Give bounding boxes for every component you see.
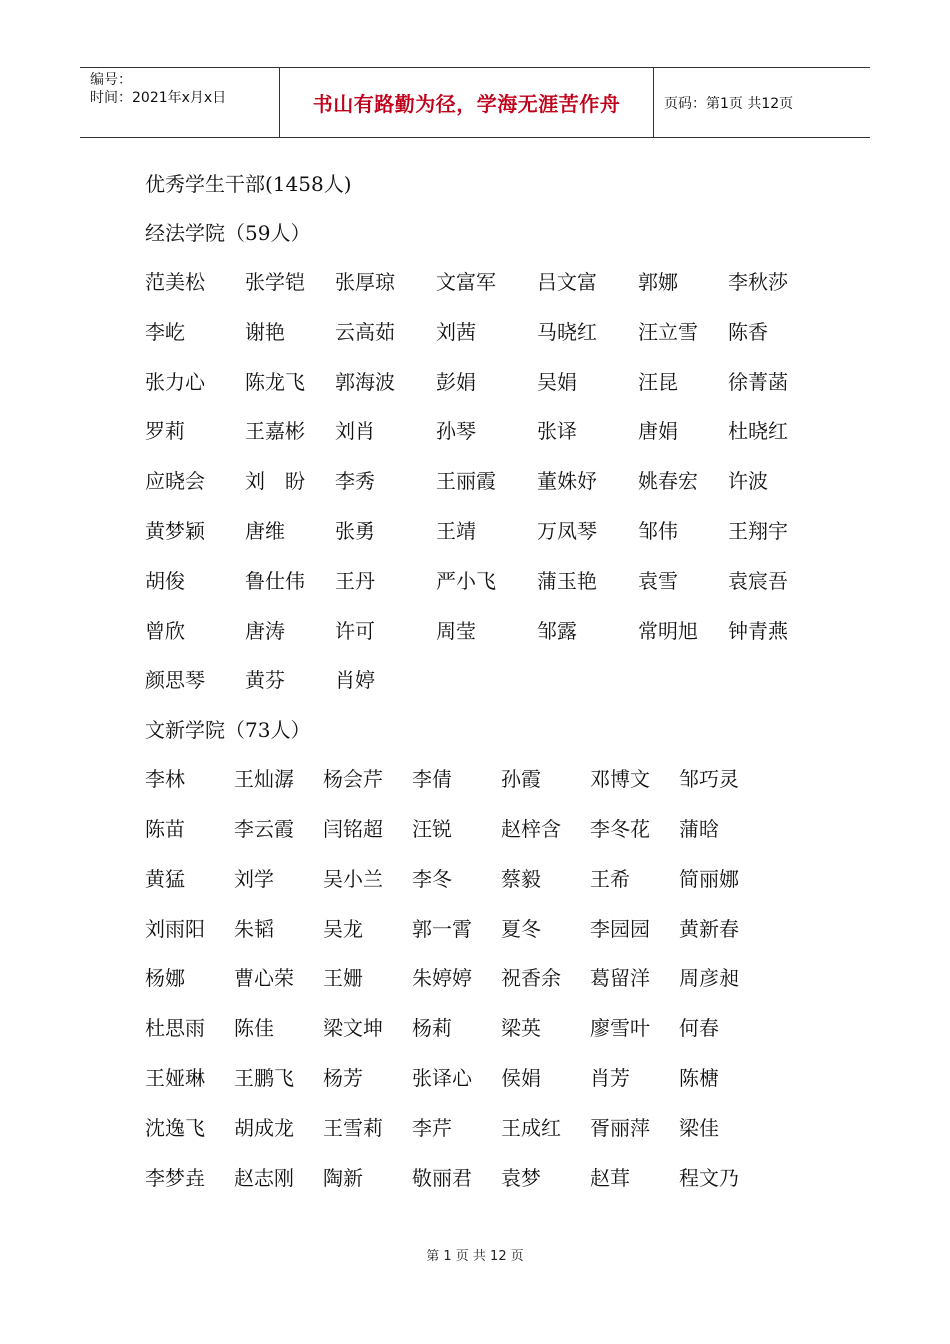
student-name: 张译心: [412, 1065, 472, 1090]
student-name: 王成红: [501, 1115, 561, 1140]
student-name: 董姝妤: [537, 469, 597, 494]
student-name: 郭一霄: [412, 916, 472, 941]
student-name: 周彦昶: [679, 966, 739, 991]
student-name: 谢艳: [245, 319, 285, 344]
student-name: 张力心: [145, 369, 205, 394]
student-name: 沈逸飞: [145, 1115, 205, 1140]
student-name: 肖芳: [590, 1065, 630, 1090]
student-name: 袁雪: [638, 568, 678, 593]
student-name: 朱婷婷: [412, 966, 472, 991]
student-name: 葛留洋: [590, 966, 650, 991]
student-name: 杨芳: [323, 1065, 363, 1090]
student-name: 王靖: [436, 518, 476, 543]
name-row: [145, 557, 865, 607]
student-name: 王鹏飞: [234, 1065, 294, 1090]
student-name: 曹心荣: [234, 966, 294, 991]
student-name: 胥丽萍: [590, 1115, 650, 1140]
student-name: 汪锐: [412, 816, 452, 841]
student-name: 张勇: [335, 518, 375, 543]
student-name: 陶新: [323, 1165, 363, 1190]
student-name: 杜思雨: [145, 1016, 205, 1041]
student-name: 张学铠: [245, 270, 305, 294]
student-name: 梁文坤: [323, 1016, 383, 1041]
student-name: 徐菁菡: [728, 369, 788, 394]
name-row: [145, 308, 865, 358]
student-name: 黄芬: [245, 668, 285, 693]
student-name: 陈榶: [679, 1065, 719, 1090]
name-row: [145, 905, 865, 955]
student-name: 赵梓含: [501, 816, 561, 841]
student-name: 李梦垚: [145, 1165, 205, 1190]
name-row: [145, 1154, 865, 1204]
student-name: 郭海波: [335, 369, 395, 394]
student-name: 曾欣: [145, 618, 185, 643]
student-name: 许波: [728, 469, 768, 494]
student-name: 王灿潺: [234, 767, 294, 792]
student-name: 侯娟: [501, 1065, 541, 1090]
student-name: 王雪莉: [323, 1115, 383, 1140]
student-name: 李秋莎: [728, 270, 788, 294]
student-name: 马晓红: [537, 319, 597, 344]
student-name: 应晓会: [145, 469, 205, 494]
student-name: 邓博文: [590, 767, 650, 792]
student-name: 何春: [679, 1016, 719, 1041]
student-name: 许可: [335, 618, 375, 643]
student-name: 李屹: [145, 319, 185, 344]
student-name: 陈香: [728, 319, 768, 344]
number-label: 编号：: [90, 72, 132, 88]
student-name: 姚春宏: [638, 469, 698, 494]
student-name: 杨娜: [145, 966, 185, 991]
student-name: 张厚琼: [335, 270, 395, 294]
page-footer: 第 1 页 共 12 页: [426, 1249, 524, 1264]
student-name: 陈苗: [145, 816, 185, 841]
student-name: 吴娟: [537, 369, 577, 394]
student-name: 吴龙: [323, 916, 363, 941]
student-name: 王嘉彬: [245, 419, 305, 444]
student-name: 蒲晗: [679, 816, 719, 841]
student-name: 鲁仕伟: [245, 568, 305, 593]
student-name: 唐维: [245, 518, 285, 543]
student-name: 朱韬: [234, 916, 274, 941]
student-name: 肖婷: [335, 668, 375, 693]
student-name: 杜晓红: [728, 419, 788, 444]
student-name: 廖雪叶: [590, 1016, 650, 1041]
student-name: 吴小兰: [323, 866, 383, 891]
student-name: 黄梦颖: [145, 518, 205, 543]
student-name: 李芹: [412, 1115, 452, 1140]
student-name: 严小飞: [436, 568, 496, 593]
student-name: 郭娜: [638, 270, 678, 294]
student-name: 蒲玉艳: [537, 568, 597, 593]
student-name: 梁佳: [679, 1115, 719, 1140]
student-name: 赵志刚: [234, 1165, 294, 1190]
student-name: 袁宸吾: [728, 568, 788, 593]
student-name: 陈佳: [234, 1016, 274, 1041]
student-name: 胡成龙: [234, 1115, 294, 1140]
name-row: [145, 805, 865, 855]
student-name: 李冬花: [590, 816, 650, 841]
header-page-info: 页码：第1页 共12页: [664, 95, 794, 112]
student-name: 简丽娜: [679, 866, 739, 891]
student-name: 刘肖: [335, 419, 375, 444]
student-name: 王希: [590, 866, 630, 891]
name-row: [145, 1004, 865, 1054]
student-name: 黄猛: [145, 866, 185, 891]
student-name: 王娅琳: [145, 1065, 205, 1090]
student-name: 颜思琴: [145, 668, 205, 693]
time-label: 时间：2021年x月x日: [90, 90, 227, 106]
student-name: 常明旭: [638, 618, 698, 643]
student-name: 范美松: [145, 270, 205, 294]
student-name: 敬丽君: [412, 1165, 472, 1190]
student-name: 王丽霞: [436, 469, 496, 494]
student-name: 周莹: [436, 618, 476, 643]
name-row: [145, 656, 865, 706]
header-motto: 书山有路勤为径，学海无涯苦作舟: [280, 68, 654, 137]
student-name: 黄新春: [679, 916, 739, 941]
student-name: 李倩: [412, 767, 452, 792]
student-name: 刘 盼: [245, 469, 305, 494]
student-name: 吕文富: [537, 270, 597, 294]
student-name: 罗莉: [145, 419, 185, 444]
student-name: 胡俊: [145, 568, 185, 593]
student-name: 唐娟: [638, 419, 678, 444]
student-name: 王姗: [323, 966, 363, 991]
name-row: [145, 507, 865, 557]
student-name: 赵茸: [590, 1165, 630, 1190]
student-name: 万凤琴: [537, 518, 597, 543]
section-title: 文新学院（73人）: [145, 718, 311, 743]
section-title: 经法学院（59人）: [145, 221, 311, 245]
name-row: [145, 1104, 865, 1154]
name-row: [145, 607, 865, 657]
student-name: 刘雨阳: [145, 916, 205, 941]
student-name: 刘茜: [436, 319, 476, 344]
page-header: [80, 67, 870, 138]
student-name: 夏冬: [501, 916, 541, 941]
student-name: 孙琴: [436, 419, 476, 444]
name-row: [145, 855, 865, 905]
student-name: 杨莉: [412, 1016, 452, 1041]
student-name: 李秀: [335, 469, 375, 494]
student-name: 刘学: [234, 866, 274, 891]
main-title: 优秀学生干部(1458人): [145, 172, 352, 196]
document-body: [145, 160, 865, 1203]
student-name: 梁英: [501, 1016, 541, 1041]
student-name: 王翔宇: [728, 518, 788, 543]
name-row: [145, 457, 865, 507]
student-name: 邹伟: [638, 518, 678, 543]
student-name: 李林: [145, 767, 185, 792]
student-name: 李云霞: [234, 816, 294, 841]
student-name: 邹巧灵: [679, 767, 739, 792]
student-name: 李园园: [590, 916, 650, 941]
student-name: 张译: [537, 419, 577, 444]
student-name: 杨会芹: [323, 767, 383, 792]
student-name: 云高茹: [335, 319, 395, 344]
student-name: 祝香余: [501, 966, 561, 991]
student-name: 陈龙飞: [245, 369, 305, 394]
student-name: 彭娟: [436, 369, 476, 394]
student-name: 汪昆: [638, 369, 678, 394]
student-name: 钟青燕: [728, 618, 788, 643]
student-name: 闫铭超: [323, 816, 383, 841]
name-row: [145, 407, 865, 457]
student-name: 孙霞: [501, 767, 541, 792]
student-name: 袁梦: [501, 1165, 541, 1190]
student-name: 文富军: [436, 270, 496, 294]
student-name: 唐涛: [245, 618, 285, 643]
name-row: [145, 954, 865, 1004]
name-row: [145, 258, 865, 308]
header-meta: [80, 68, 280, 137]
name-row: [145, 755, 865, 805]
student-name: 蔡毅: [501, 866, 541, 891]
name-row: [145, 1054, 865, 1104]
student-name: 王丹: [335, 568, 375, 593]
student-name: 邹露: [537, 618, 577, 643]
student-name: 汪立雪: [638, 319, 698, 344]
student-name: 李冬: [412, 866, 452, 891]
name-row: [145, 358, 865, 408]
student-name: 程文乃: [679, 1165, 739, 1190]
